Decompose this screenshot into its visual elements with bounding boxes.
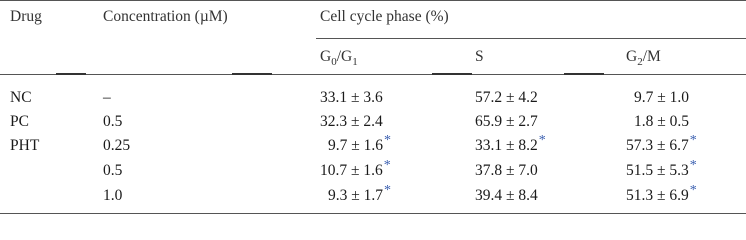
row-3-drug: PHT [10, 137, 40, 154]
header-concentration: Concentration (µM) [103, 8, 228, 25]
row-3-g0g1: 9.7 ± 1.6* [328, 133, 392, 154]
row-2-concentration: 0.5 [103, 113, 123, 130]
row-4-s: 37.8 ± 7.0 [475, 162, 538, 179]
bottom-rule [0, 213, 746, 214]
top-rule [0, 0, 746, 1]
row-3-s: 33.1 ± 8.2* [475, 133, 546, 154]
header-bottom-rule-accent-2 [232, 73, 272, 75]
phase-group-rule [316, 38, 746, 39]
row-5-g2m: 51.3 ± 6.9* [626, 183, 697, 204]
header-cell-cycle-phase: Cell cycle phase (%) [320, 8, 449, 25]
row-1-s: 57.2 ± 4.2 [475, 89, 538, 106]
row-2-drug: PC [10, 113, 29, 130]
header-g0-g1: $G_0/G_1$ [320, 48, 358, 69]
header-drug: Drug [10, 8, 42, 25]
row-2-g2m: 1.8 ± 0.5 [634, 113, 690, 130]
row-1-g2m: 9.7 ± 1.0 [634, 89, 690, 106]
header-bottom-rule-accent-4 [564, 73, 604, 75]
row-2-g0g1: 32.3 ± 2.4 [320, 113, 383, 130]
row-4-g0g1: 10.7 ± 1.6* [320, 158, 391, 179]
header-bottom-rule-accent-3 [432, 73, 472, 75]
row-3-concentration: 0.25 [103, 137, 131, 154]
row-3-g2m: 57.3 ± 6.7* [626, 133, 697, 154]
row-2-s: 65.9 ± 2.7 [475, 113, 538, 130]
row-5-concentration: 1.0 [103, 187, 123, 204]
row-4-g2m: 51.5 ± 5.3* [626, 158, 697, 179]
header-bottom-rule [0, 74, 746, 75]
row-4-concentration: 0.5 [103, 162, 123, 179]
row-1-drug: NC [10, 89, 32, 106]
header-g2-m: $G_2/M$ [626, 48, 661, 69]
header-s: S [475, 48, 484, 65]
row-1-concentration: – [103, 89, 111, 106]
row-5-g0g1: 9.3 ± 1.7* [328, 183, 392, 204]
row-1-g0g1: 33.1 ± 3.6 [320, 89, 383, 106]
header-bottom-rule-accent-1 [56, 73, 86, 75]
row-5-s: 39.4 ± 8.4 [475, 187, 538, 204]
